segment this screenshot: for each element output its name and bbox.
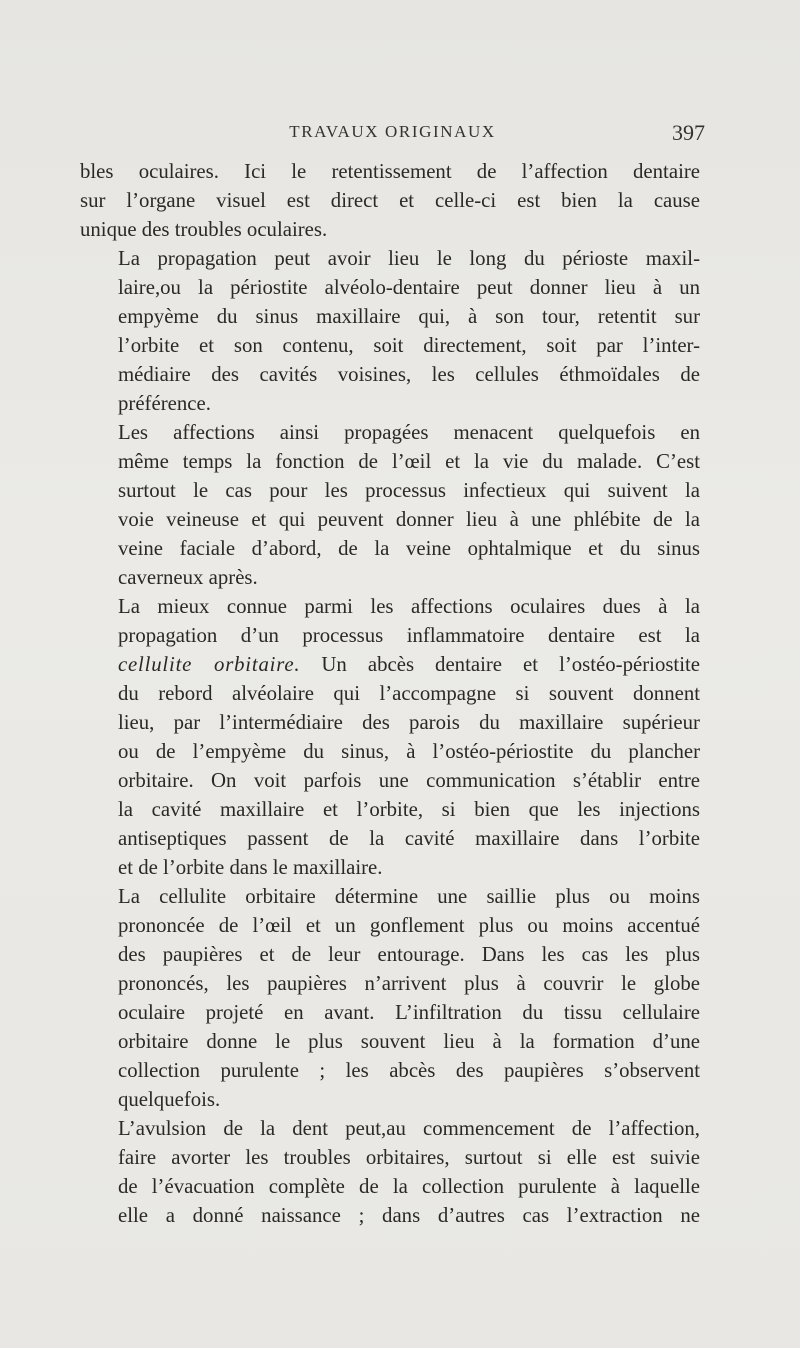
page-header bbox=[80, 120, 705, 150]
text-line: collection purulente ; les abcès des paupières s’observent bbox=[118, 1059, 700, 1082]
text-line-emphasis bbox=[80, 650, 700, 679]
page-number: 397 bbox=[672, 120, 705, 145]
text-line: prononcée de l’œil et un gonflement plus ou moins accentué bbox=[118, 914, 700, 937]
text-line: elle a donné naissance ; dans d’autres cas l’extraction ne bbox=[118, 1204, 700, 1227]
text-line: ou de l’empyème du sinus, à l’ostéo-périostite du plancher bbox=[118, 740, 700, 763]
paragraph bbox=[80, 882, 700, 1114]
text-line: même temps la fonction de l’œil et la vie du malade. C’est bbox=[118, 450, 700, 473]
text-line: quelquefois. bbox=[118, 1088, 221, 1111]
emphasis-term: cellulite orbitaire. bbox=[118, 653, 301, 676]
text-line: sur l’organe visuel est direct et celle-ci est bien la cause bbox=[80, 189, 700, 212]
text-line: la cavité maxillaire et l’orbite, si bien que les injections bbox=[118, 798, 700, 821]
text-line: orbitaire donne le plus souvent lieu à la formation d’une bbox=[118, 1030, 700, 1053]
text-line: La cellulite orbitaire détermine une saillie plus ou moins bbox=[118, 885, 700, 908]
text-line: Les affections ainsi propagées menacent quelquefois en bbox=[118, 421, 700, 444]
paragraph bbox=[80, 592, 700, 882]
text-line: antiseptiques passent de la cavité maxillaire dans l’orbite bbox=[118, 827, 700, 850]
paragraph bbox=[80, 244, 700, 418]
running-title: TRAVAUX ORIGINAUX bbox=[289, 122, 496, 141]
paragraph bbox=[80, 157, 700, 244]
text-line: des paupières et de leur entourage. Dans les cas les plus bbox=[118, 943, 700, 966]
text-line: empyème du sinus maxillaire qui, à son tour, retentit sur bbox=[118, 305, 700, 328]
body-text bbox=[80, 157, 700, 1230]
text-line: l’orbite et son contenu, soit directement, soit par l’inter- bbox=[118, 334, 700, 357]
text-line: propagation d’un processus inflammatoire dentaire est la bbox=[118, 624, 700, 647]
text-line: du rebord alvéolaire qui l’accompagne si souvent donnent bbox=[118, 682, 700, 705]
text-line: orbitaire. On voit parfois une communication s’établir entre bbox=[118, 769, 700, 792]
text-line: laire,ou la périostite alvéolo-dentaire peut donner lieu à un bbox=[118, 276, 700, 299]
text-line: surtout le cas pour les processus infectieux qui suivent la bbox=[118, 479, 700, 502]
text-fragment: Un abcès dentaire et l’ostéo-périostite bbox=[300, 653, 700, 676]
text-line: et de l’orbite dans le maxillaire. bbox=[118, 856, 383, 879]
text-line: veine faciale d’abord, de la veine ophtalmique et du sinus bbox=[118, 537, 700, 560]
text-line: La propagation peut avoir lieu le long du périoste maxil- bbox=[118, 247, 700, 270]
text-line: lieu, par l’intermédiaire des parois du maxillaire supérieur bbox=[118, 711, 700, 734]
text-line: de l’évacuation complète de la collection purulente à laquelle bbox=[118, 1175, 700, 1198]
text-line: oculaire projeté en avant. L’infiltration du tissu cellulaire bbox=[118, 1001, 700, 1024]
text-line: faire avorter les troubles orbitaires, surtout si elle est suivie bbox=[118, 1146, 700, 1169]
text-line: prononcés, les paupières n’arrivent plus à couvrir le globe bbox=[118, 972, 700, 995]
text-line: L’avulsion de la dent peut,au commencement de l’affection, bbox=[118, 1117, 700, 1140]
text-line: voie veineuse et qui peuvent donner lieu à une phlébite de la bbox=[118, 508, 700, 531]
text-line: caverneux après. bbox=[118, 566, 258, 589]
paragraph bbox=[80, 418, 700, 592]
text-line: préférence. bbox=[118, 392, 211, 415]
text-line: médiaire des cavités voisines, les cellules éthmoïdales de bbox=[118, 363, 700, 386]
paragraph bbox=[80, 1114, 700, 1230]
text-line: unique des troubles oculaires. bbox=[80, 218, 328, 241]
text-line: bles oculaires. Ici le retentissement de l’affection dentaire bbox=[80, 160, 700, 183]
text-line: La mieux connue parmi les affections oculaires dues à la bbox=[118, 595, 700, 618]
